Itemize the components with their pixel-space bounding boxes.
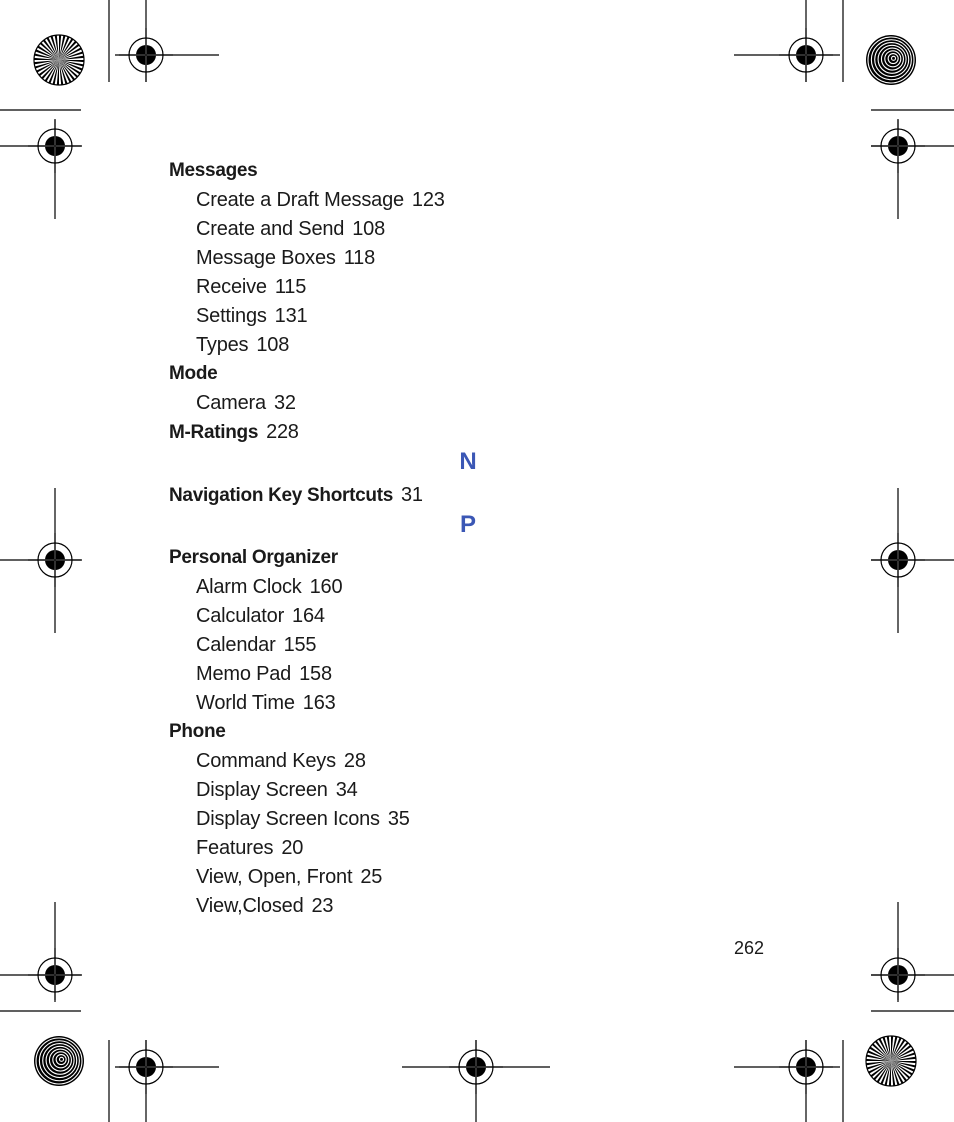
index-subentry bbox=[196, 188, 445, 212]
entry-term: View,Closed bbox=[196, 895, 304, 917]
index-subentry bbox=[196, 391, 296, 415]
entry-page-link[interactable]: 25 bbox=[360, 866, 383, 888]
entry-page-link[interactable]: 228 bbox=[266, 421, 299, 443]
entry-term: View, Open, Front bbox=[196, 866, 353, 888]
entry-term: Create a Draft Message bbox=[196, 189, 404, 211]
index-subentry bbox=[196, 807, 410, 831]
index-subentry bbox=[196, 604, 325, 628]
entry-term: Message Boxes bbox=[196, 247, 336, 269]
index-entry bbox=[169, 546, 338, 570]
entry-page-link[interactable]: 31 bbox=[401, 484, 423, 506]
index-entry bbox=[169, 362, 217, 386]
index-subentry bbox=[196, 217, 385, 241]
entry-term: M-Ratings bbox=[169, 422, 259, 443]
entry-term: Calculator bbox=[196, 605, 285, 627]
index-entry bbox=[169, 483, 423, 508]
entry-page-link[interactable]: 35 bbox=[387, 808, 410, 830]
index-subentry bbox=[196, 778, 358, 802]
entry-page-link[interactable]: 123 bbox=[411, 189, 445, 211]
entry-term: Mode bbox=[169, 363, 218, 384]
entry-page-link[interactable]: 32 bbox=[273, 392, 296, 414]
entry-page-link[interactable]: 115 bbox=[274, 276, 307, 298]
entry-page-link[interactable]: 20 bbox=[281, 837, 304, 859]
index-subentry bbox=[196, 633, 316, 657]
index-entry bbox=[169, 420, 299, 445]
index-subentry bbox=[196, 333, 289, 357]
entry-term: Navigation Key Shortcuts bbox=[169, 485, 394, 506]
entry-page-link[interactable]: 160 bbox=[309, 576, 343, 598]
index-subentry bbox=[196, 691, 336, 715]
index-subentry bbox=[196, 275, 306, 299]
index-subentry bbox=[196, 304, 307, 328]
entry-term: Display Screen bbox=[196, 779, 328, 801]
entry-term: Camera bbox=[196, 392, 266, 414]
letter-heading-p: P bbox=[459, 511, 476, 538]
letter-heading-n: N bbox=[459, 448, 477, 475]
entry-page-link[interactable]: 131 bbox=[274, 305, 308, 327]
entry-term: Command Keys bbox=[196, 750, 336, 772]
entry-term: Phone bbox=[169, 721, 226, 742]
index-subentry bbox=[196, 246, 375, 270]
entry-page-link[interactable]: 164 bbox=[292, 605, 325, 627]
entry-page-link[interactable]: 158 bbox=[299, 663, 332, 685]
entry-term: World Time bbox=[196, 692, 295, 714]
index-subentry bbox=[196, 894, 333, 918]
index-entry bbox=[169, 159, 257, 183]
index-subentry bbox=[196, 662, 332, 686]
entry-term: Types bbox=[196, 334, 249, 356]
index-subentry bbox=[196, 836, 303, 860]
entry-page-link[interactable]: 118 bbox=[343, 247, 375, 269]
entry-term: Messages bbox=[169, 160, 258, 181]
entry-page-link[interactable]: 108 bbox=[352, 218, 386, 240]
index-entry bbox=[169, 720, 226, 744]
entry-page-link[interactable]: 163 bbox=[302, 692, 336, 714]
entry-term: Features bbox=[196, 837, 274, 859]
entry-term: Create and Send bbox=[196, 218, 345, 240]
entry-page-link[interactable]: 23 bbox=[311, 895, 334, 917]
entry-term: Personal Organizer bbox=[169, 547, 338, 568]
index-subentry bbox=[196, 865, 382, 889]
entry-term: Receive bbox=[196, 276, 267, 298]
index-subentry bbox=[196, 575, 342, 599]
entry-term: Memo Pad bbox=[196, 663, 292, 685]
entry-term: Settings bbox=[196, 305, 267, 327]
entry-term: Calendar bbox=[196, 634, 276, 656]
entry-term: Alarm Clock bbox=[196, 576, 302, 598]
entry-page-link[interactable]: 28 bbox=[343, 750, 366, 772]
entry-page-link[interactable]: 34 bbox=[335, 779, 358, 801]
index-subentry bbox=[196, 749, 366, 773]
entry-term: Display Screen Icons bbox=[196, 808, 380, 830]
page-number: 262 bbox=[734, 938, 765, 958]
entry-page-link[interactable]: 155 bbox=[283, 634, 317, 656]
entry-page-link[interactable]: 108 bbox=[256, 334, 290, 356]
